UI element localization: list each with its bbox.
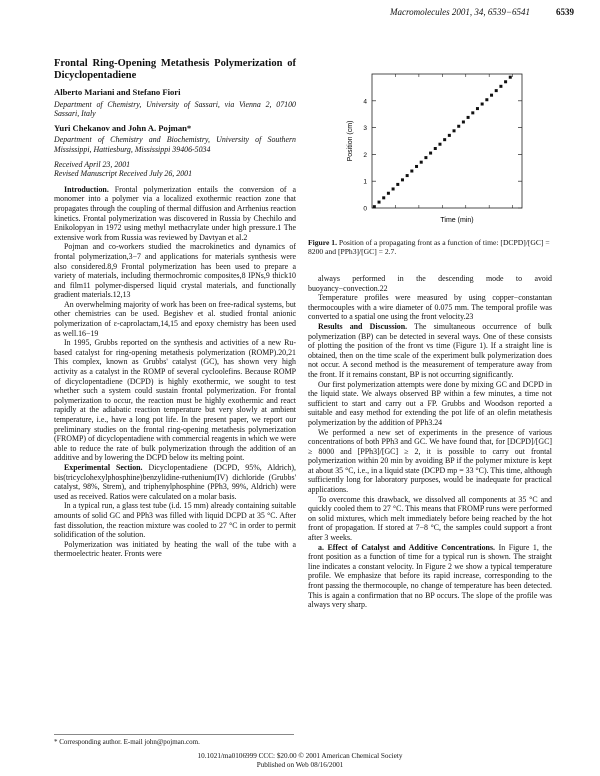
y-tick-label: 2 [363, 151, 367, 159]
data-point [396, 183, 399, 186]
paragraph-text: In a typical run, a glass test tube (i.d. 15 mm) already containing suitable amounts of solid GC and PPh3 was filled with liquid DCPD at 35 °C. After fast dissolution, the reaction mixture was cooled to 27 °C in order to permit solidification of the solution. [54, 501, 296, 540]
page-number: 6539 [556, 7, 574, 17]
paragraph-text: The simultaneous occurrence of bulk polymerization (BP) can be detected in several ways. One of these consists of plotting the position of the front vs time (Figure 1). If a straight line is obtained, then on the time scale of the experiment bulk polymerization does not occur. A second method is the measurement of temperature away from the front. If it remains constant, BP is not occurring significantly. [308, 321, 552, 379]
data-point [504, 80, 507, 83]
journal-citation: Macromolecules 2001, 34, 6539−6541 [390, 7, 530, 17]
paragraph-text: An overwhelming majority of work has been on free-radical systems, but other chemistries can be used. Begishev et al. studied frontal anionic polymerization of ε-caprolactam,14,15 and epoxy chemistry has been used as well.16−19 [54, 299, 296, 338]
paragraph [308, 428, 552, 495]
doi-line: 10.1021/ma0106999 CCC: $20.00 © 2001 American Chemical Society [197, 752, 403, 760]
right-body-text [308, 274, 552, 610]
corresponding-author-footnote: * Corresponding author. E-mail john@pojman.com. [54, 734, 294, 746]
left-body-text [54, 185, 296, 559]
data-point [443, 138, 446, 141]
data-point [495, 89, 498, 92]
data-point [467, 116, 470, 119]
paragraph-text: In Figure 1, the front position as a function of time for a typical run is shown. The straight line indicates a constant velocity. In Figure 2 we show a typical temperature profile. We emphasize that before its rapid increase, corresponding to the front passing the thermocouple, no change of temperature has been detected. This is again a confirmation that no BP occurs. The slope of the profile was always very sharp. [308, 542, 552, 610]
paragraph-text: Frontal polymerization entails the conversion of a monomer into a polymer via a localized exothermic reaction zone that propagates through the coupling of thermal diffusion and Arrhenius reaction kinetics. Frontal polymerization was discovered in Russia by Chechilo and Enikolopyan in 1972 using methyl methacrylate under high pressure.1 The extensive work from Russia was reviewed by Davtyan et al.2 [54, 184, 296, 242]
y-tick-label: 1 [363, 178, 367, 186]
data-point [410, 170, 413, 173]
authors-line-2: Yuri Chekanov and John A. Pojman* [54, 122, 192, 133]
revised-date: Revised Manuscript Received July 26, 2001 [54, 169, 193, 179]
paragraph [54, 463, 296, 501]
received-date: Received April 23, 2001 [54, 159, 131, 169]
section-heading: a. Effect of Catalyst and Additive Concentrations. [318, 542, 495, 552]
paragraph-text: To overcome this drawback, we dissolved all components at 35 °C and quickly cooled them to 27 °C. This means that FROMP runs were performed on solid mixtures, which melt immediately before being reached by the hot front of propagation. If stored at 7−8 °C, the samples could support a front after 3 weeks. [308, 494, 552, 543]
paragraph [308, 543, 552, 610]
paragraph [54, 501, 296, 539]
data-point [457, 125, 460, 128]
caption-text: Position of a propagating front as a function of time: [DCPD]/[GC] = 8200 and [PPh3]/[GC] = 2.7. [308, 238, 550, 256]
data-point [471, 111, 474, 114]
data-point [406, 174, 409, 177]
paragraph-text: Dicyclopentadiene (DCPD, 95%, Aldrich), bis(tricyclohexylphosphine)benzylidine-ruthenium(IV) dichloride (Grubbs' catalyst, 98%, Strem), and triphenylphosphine (PPh3, 99%, Aldrich) were used as received. Ratios were calculated on a molar basis. [54, 462, 296, 501]
data-point [420, 161, 423, 164]
paragraph [308, 495, 552, 543]
paragraph-text: In 1995, Grubbs reported on the synthesis and activities of a new Ru-based catalyst for ring-opening metathesis polymerization (ROMP).20,21 This complex, known as Grubbs' catalyst (GC), has shown very high activity as a catalyst in the ROMP of several cycloolefins. Because ROMP of dicyclopentadiene (DCPD) is highly exothermic, we sought to test whether such a system could sustain frontal polymerization. For frontal polymerization to occur, the reaction must be highly exothermic and react rapidly at the adiabatic reaction temperature but very slowly at ambient temperature, i.e., have a long pot life. In the present paper, we report our preliminary studies on the frontal ring-opening metathesis polymerization (FROMP) of dicyclopentadiene with commercial reagents in which we were able to reduce the rate of bulk polymerization through the addition of an additive and by lowering the DCPD below its melting point. [54, 338, 296, 463]
data-point [382, 196, 385, 199]
y-tick-label: 4 [363, 98, 367, 106]
data-point [499, 85, 502, 88]
published-line: Published on Web 08/16/2001 [256, 760, 344, 769]
data-point [434, 147, 437, 150]
paragraph-text: Polymerization was initiated by heating the wall of the tube with a thermoelectric heater. Fronts were [54, 539, 296, 559]
position-time-chart [308, 58, 552, 238]
paragraph [54, 540, 296, 559]
y-tick-label: 3 [363, 125, 367, 133]
affiliation-1: Department of Chemistry, University of Sassari, via Vienna 2, 07100 Sassari, Italy [54, 99, 296, 119]
y-axis-label: Position (cm) [347, 120, 354, 162]
paragraph [54, 242, 296, 300]
left-column [54, 58, 296, 559]
data-point [509, 76, 512, 79]
data-point [448, 134, 451, 137]
data-point [490, 94, 493, 97]
y-tick-label: 0 [363, 205, 367, 213]
data-point [438, 143, 441, 146]
data-point [392, 187, 395, 190]
paragraph-text: Pojman and co-workers studied the macrokinetics and dynamics of frontal polymerization,3−7 and applications for materials synthesis were also considered.8,9 Frontal polymerization has been used to prepare a variety of materials, including thermochromic composites,8 IPNs,9 thick10 and film11 polymer-dispersed liquid crystal materials, and functionally gradient materials.12,13 [54, 242, 296, 300]
data-point [378, 201, 381, 204]
paragraph-text: We performed a new set of experiments in the presence of various concentrations of both PPh3 and GC. We have found that, for [DCPD]/[GC] ≥ 8000 and [PPh3]/[GC] ≥ 2, it is possible to carry out frontal polymerization within 20 min by avoiding BP if the polymer mixture is kept at about 35 °C, i.e., in a liquid state (DCPD mp = 33 °C). This time, although sufficiently long for laboratory purposes, would be inadequate for practical applications. [308, 427, 552, 495]
data-point [481, 103, 484, 106]
caption-label: Figure 1. [308, 238, 337, 247]
figure-1 [308, 58, 552, 270]
running-header [0, 7, 600, 21]
paragraph [308, 380, 552, 428]
x-axis-label: Time (min) [440, 217, 474, 224]
data-point [462, 120, 465, 123]
paragraph [54, 338, 296, 463]
paragraph-text: always performed in the descending mode to avoid buoyancy−convection.22 [308, 274, 552, 293]
section-heading: Experimental Section. [64, 462, 143, 472]
authors-line-1: Alberto Mariani and Stefano Fiori [54, 87, 181, 97]
paragraph-text: Temperature profiles were measured by using copper−constantan thermocouples with a wire diameter of 0.075 mm. The temporal profile was converted to a spatial one using the front velocity.23 [308, 293, 552, 322]
section-heading: Results and Discussion. [318, 321, 408, 331]
data-point [453, 129, 456, 132]
data-point [387, 192, 390, 195]
paragraph [308, 274, 552, 293]
data-point [429, 152, 432, 155]
data-point [401, 178, 404, 181]
data-point [415, 165, 418, 168]
paragraph-text: Our first polymerization attempts were done by mixing GC and DCPD in the liquid state. We always observed BP within a few minutes, a time not sufficient to start and carry out a FP. Grubbs and Woodson reported a suitable and easy method for extending the pot life of an olefin metathesis polymerization by the addition of PPh3.24 [308, 379, 552, 427]
right-column [308, 274, 552, 610]
article-title: Frontal Ring-Opening Metathesis Polymerization of Dicyclopentadiene [54, 58, 296, 81]
section-heading: Introduction. [64, 184, 109, 194]
data-point [424, 156, 427, 159]
data-point [485, 98, 488, 101]
affiliation-2: Department of Chemistry and Biochemistry, University of Southern Mississippi, Hattiesburg, Mississippi 39406-5034 [54, 135, 296, 154]
paragraph [308, 322, 552, 380]
page-footer [0, 752, 600, 769]
paragraph [54, 300, 296, 338]
paragraph [308, 293, 552, 322]
paragraph [54, 185, 296, 243]
figure-caption [308, 238, 552, 256]
received-dates [54, 160, 296, 179]
data-point [476, 107, 479, 110]
data-point [373, 205, 376, 208]
